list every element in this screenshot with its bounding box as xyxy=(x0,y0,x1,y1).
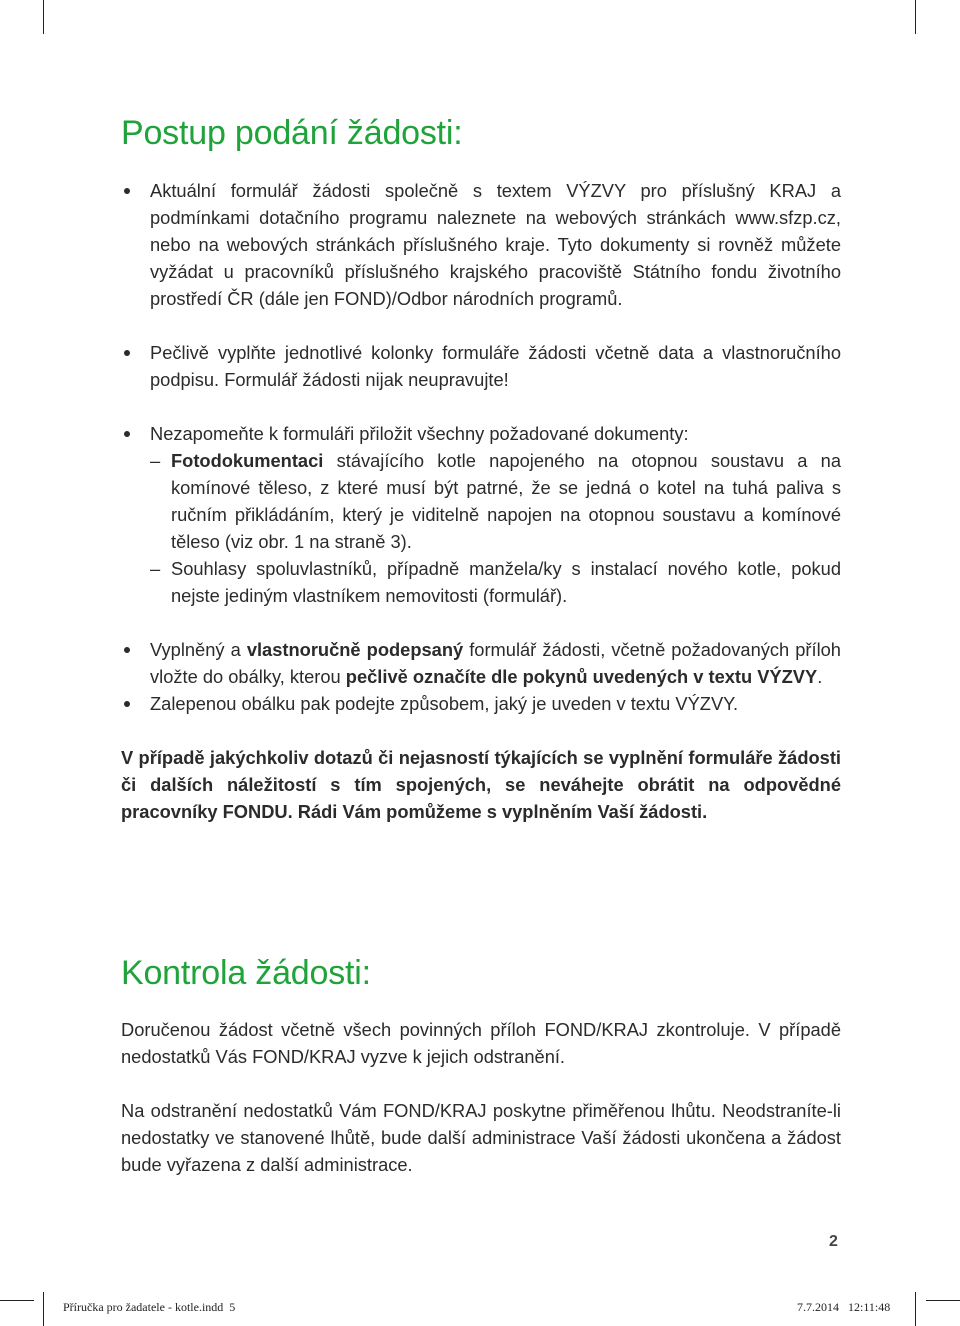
contact-note: V případě jakýchkoliv dotazů či nejasností týkajících se vyplnění formuláře žádosti či dalších náležitostí s tím spojených, se neváhejte obrátit na odpovědné pracovníky FONDU. Rádi Vám pomůžeme s vyplněním Vaší žádosti. xyxy=(121,747,841,822)
list-item-attachments xyxy=(121,420,841,609)
paragraph-deficiencies: Na odstranění nedostatků Vám FOND/KRAJ poskytne přiměřenou lhůtu. Neodstraníte-li nedostatky ve stanovené lhůtě, bude další administrace Vaší žádosti ukončena a žádost bude vyřazena z další administrace. xyxy=(121,1100,841,1175)
list-item-envelope xyxy=(121,636,841,690)
crop-mark xyxy=(43,1292,44,1326)
attachments-list xyxy=(150,447,841,609)
footer-filename: Příručka pro žadatele - kotle.indd xyxy=(63,1300,224,1314)
section-body-kontrola xyxy=(121,1016,841,1178)
attachment-photos-text: stávajícího kotle napojeného na otopnou soustavu a na komínové těleso, z které musí být patrné, že se jedná o kotel na tuhá paliva s ručním přikládáním, který je viditelně napojen na otopnou soustavu a komínové těleso (viz obr. 1 na straně 3). xyxy=(171,450,841,552)
envelope-text-end: . xyxy=(817,666,823,687)
section-title-kontrola: Kontrola žádosti: xyxy=(121,954,371,992)
attachments-intro: Nezapomeňte k formuláři přiložit všechny požadované dokumenty: xyxy=(150,423,689,444)
envelope-text-a: Vyplněný a xyxy=(150,639,241,660)
envelope-text-mark: pečlivě označíte dle pokynů uvedených v textu VÝZVY xyxy=(345,666,818,687)
crop-mark xyxy=(43,0,44,34)
list-item-forms: Aktuální formulář žádosti společně s textem VÝZVY pro příslušný KRAJ a podmínkami dotačního programu naleznete na webových stránkách www.sfzp.cz, nebo na webových stránkách příslušného kraje. Tyto dokumenty si rovněž můžete vyžádat u pracovníků příslušného krajského pracoviště Státního fondu životního prostředí ČR (dále jen FOND)/Odbor národních programů. xyxy=(121,177,841,312)
crop-mark xyxy=(926,1300,960,1301)
footer-timestamp xyxy=(797,1300,890,1315)
section-title-postup: Postup podání žádosti: xyxy=(121,114,463,152)
list-item-submit: Zalepenou obálku pak podejte způsobem, jaký je uveden v textu VÝZVY. xyxy=(121,690,841,717)
attachment-consents: – Souhlasy spoluvlastníků, případně manžela/ky s instalací nového kotle, pokud nejste jediným vlastníkem nemovitosti (formulář). xyxy=(150,555,841,609)
bullet-list xyxy=(121,177,841,717)
crop-mark xyxy=(915,0,916,34)
footer-time: 12:11:48 xyxy=(848,1300,891,1314)
attachment-photos xyxy=(150,447,841,555)
page-number: 2 xyxy=(829,1233,838,1250)
paragraph-check: Doručenou žádost včetně všech povinných příloh FOND/KRAJ zkontroluje. V případě nedostatků Vás FOND/KRAJ vyzve k jejich odstranění. xyxy=(121,1019,841,1067)
envelope-text-signed: vlastnoručně podepsaný xyxy=(246,639,464,660)
list-item-fill-form: Pečlivě vyplňte jednotlivé kolonky formuláře žádosti včetně data a vlastnoručního podpisu. Formulář žádosti nijak neupravujte! xyxy=(121,339,841,393)
section-body-postup xyxy=(121,177,841,825)
attachment-photos-label: Fotodokumentaci xyxy=(171,450,324,471)
footer-file-page: 5 xyxy=(229,1300,236,1314)
footer-date: 7.7.2014 xyxy=(797,1300,839,1314)
footer-file-info xyxy=(63,1300,235,1315)
crop-mark xyxy=(915,1292,916,1326)
envelope-text-c: formulář žádosti, včetně požadovaných příloh vložte do obálky, kterou xyxy=(150,639,841,687)
crop-mark xyxy=(0,1300,34,1301)
